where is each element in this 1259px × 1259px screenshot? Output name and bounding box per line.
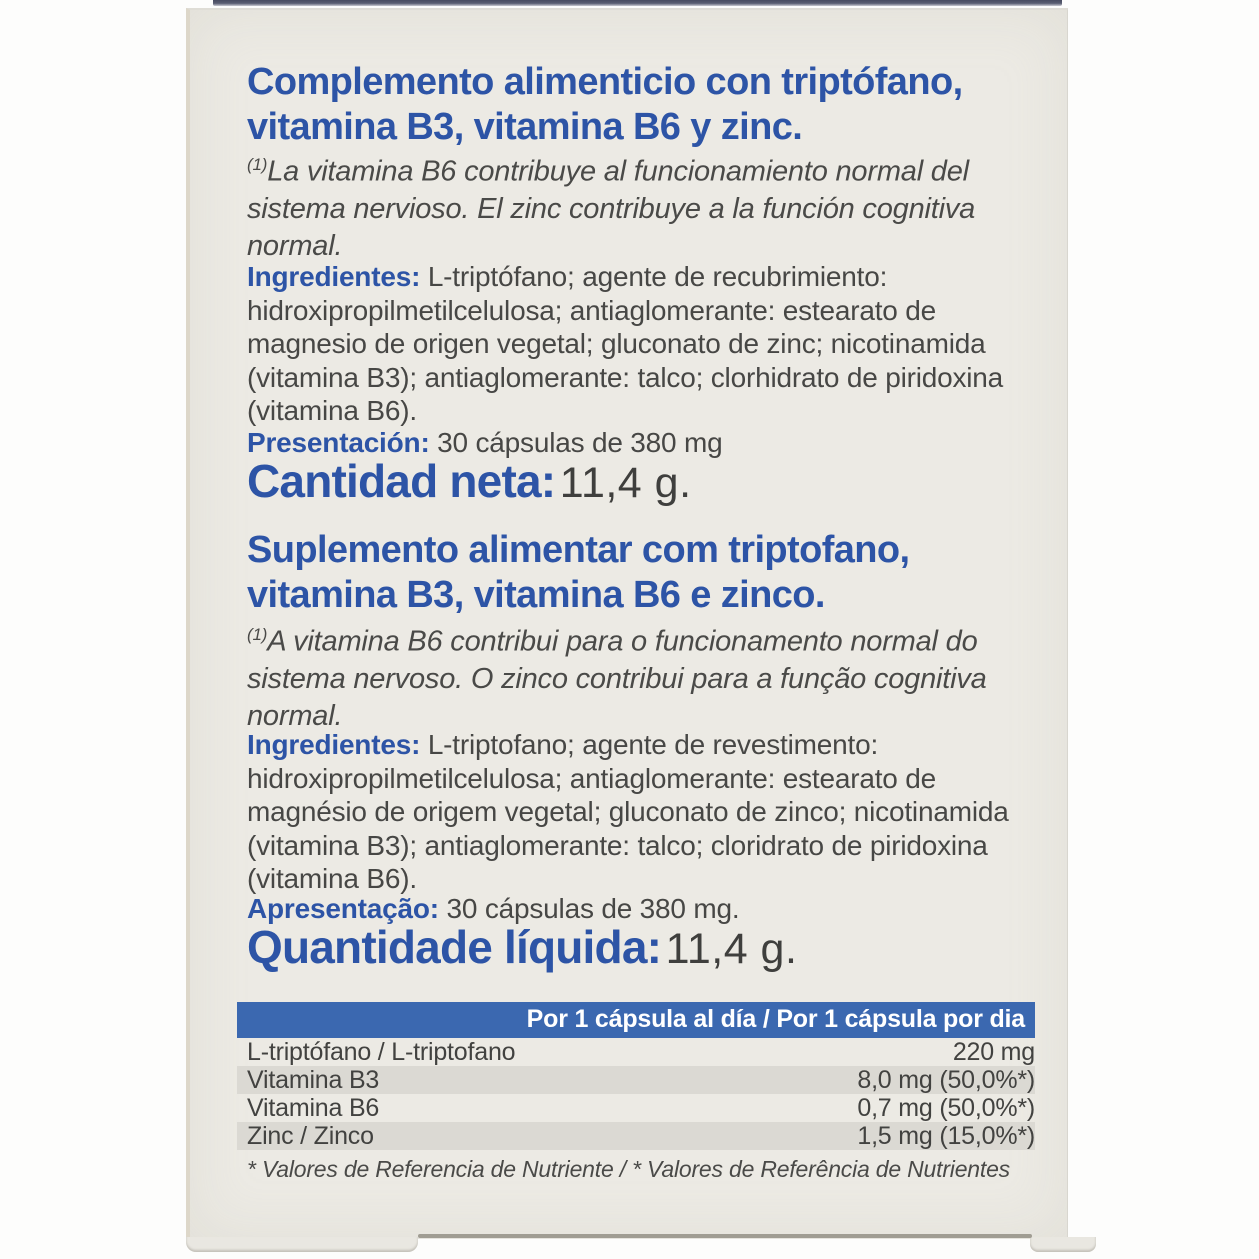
table-row — [237, 1122, 1035, 1150]
pt-presentation-value: 30 cápsulas de 380 mg. — [446, 893, 740, 924]
es-title-line1: Complemento alimenticio con triptófano, — [247, 61, 963, 103]
es-note-superscript: (1) — [247, 155, 268, 174]
es-ingredients-text: L-triptófano; agente de recubrimiento: hidroxipropilmetilcelulosa; antiaglomerante: estearato de magnesio de origen vegetal; gluconato de zinc; nicotinamida (vitamina B3); antiaglomerante: talco; clorhidrato de piridoxina (vitamina B6). — [247, 261, 1004, 426]
pt-net-value: 11,4 g. — [665, 925, 798, 973]
pt-title-line2: vitamina B3, vitamina B6 e zinco. — [247, 574, 825, 616]
es-ingredients — [247, 260, 1047, 428]
table-row-value: 0,7 mg (50,0%*) — [857, 1093, 1035, 1122]
es-presentation-value: 30 cápsulas de 380 mg — [437, 427, 723, 458]
es-note-text: La vitamina B6 contribuye al funcionamiento normal del sistema nervioso. El zinc contribuye a la función cognitiva normal. — [247, 155, 976, 262]
box-bottom-slot-shadow — [418, 1234, 1032, 1238]
es-note — [247, 146, 1037, 265]
pt-net-quantity — [247, 920, 797, 974]
table-row — [237, 1094, 1035, 1122]
nutrition-table-header: Por 1 cápsula al día / Por 1 cápsula por dia — [237, 1002, 1035, 1038]
table-row-label: L-triptófano / L-triptofano — [247, 1037, 516, 1066]
supplement-box-back-panel — [186, 8, 1068, 1239]
table-row-label: Vitamina B3 — [247, 1065, 380, 1094]
pt-title-line1: Suplemento alimentar com triptofano, — [247, 529, 910, 571]
table-row-label: Zinc / Zinco — [247, 1121, 374, 1150]
es-presentation-label: Presentación: — [247, 427, 430, 458]
table-row-value: 1,5 mg (15,0%*) — [857, 1121, 1035, 1150]
pt-title — [247, 528, 1067, 618]
pt-ingredients-label: Ingredientes: — [247, 729, 421, 760]
es-net-quantity — [247, 454, 692, 508]
pt-note-superscript: (1) — [247, 625, 268, 644]
table-row-value: 220 mg — [952, 1037, 1035, 1066]
es-title-line2: vitamina B3, vitamina B6 y zinc. — [247, 106, 803, 148]
box-bottom-flap-right — [1030, 1237, 1096, 1252]
pt-presentation-label: Apresentação: — [247, 893, 439, 924]
es-title — [247, 60, 1067, 150]
box-top-flap-edge — [213, 0, 1062, 6]
pt-net-label: Quantidade líquida: — [247, 921, 662, 973]
table-row — [237, 1066, 1035, 1094]
box-bottom-flap-left — [186, 1237, 418, 1252]
nutrition-table — [237, 1002, 1035, 1150]
pt-ingredients-text: L-triptofano; agente de revestimento: hidroxipropilmetilcelulosa; antiaglomerante: estearato de magnésio de origem vegetal; gluconato de zinco; nicotinamida (vitamina B3); antiaglomerante: talco; cloridrato de piridoxina (vitamina B6). — [247, 729, 1009, 894]
table-row-label: Vitamina B6 — [247, 1093, 380, 1122]
table-row — [237, 1038, 1035, 1066]
pt-note-text: A vitamina B6 contribui para o funcionamento normal do sistema nervoso. O zinco contribui para a função cognitiva normal. — [247, 625, 987, 732]
es-ingredients-label: Ingredientes: — [247, 261, 421, 292]
es-net-value: 11,4 g. — [559, 459, 692, 507]
nutrition-table-body — [237, 1038, 1035, 1150]
pt-ingredients — [247, 728, 1047, 896]
es-net-label: Cantidad neta: — [247, 455, 556, 507]
table-row-value: 8,0 mg (50,0%*) — [857, 1065, 1035, 1094]
pt-note — [247, 616, 1037, 735]
table-footnote: * Valores de Referencia de Nutriente / * Valores de Referência de Nutrientes — [247, 1156, 1010, 1182]
